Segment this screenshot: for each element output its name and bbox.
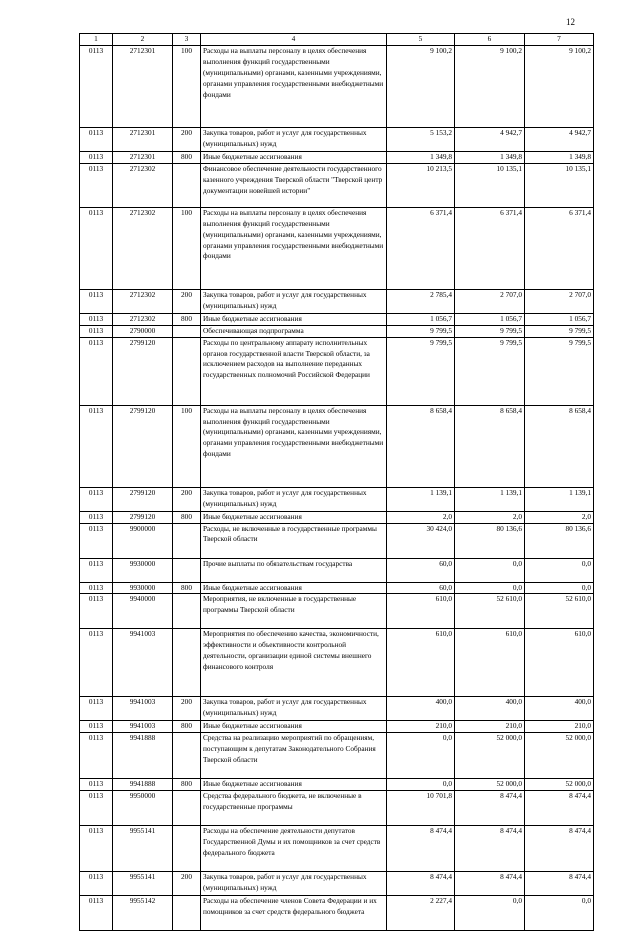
amount-col5-cell: 610,0 <box>387 594 455 629</box>
header-row <box>80 34 594 46</box>
budget-table <box>79 33 594 931</box>
description-cell: Расходы по центральному аппарату исполнительных органов государственной власти Тверской области, за исключением расходов на выполнение переданных государственных полномочий Российской Федерации <box>201 337 387 405</box>
description-cell: Финансовое обеспечение деятельности государственного казенного учреждения Тверской области "Тверской центр документации новейшей истории" <box>201 163 387 207</box>
header-cell: 2 <box>113 34 173 46</box>
amount-col5-cell: 0,0 <box>387 733 455 779</box>
amount-col5-cell: 9 100,2 <box>387 45 455 127</box>
table-row <box>80 151 594 163</box>
description-cell: Иные бюджетные ассигнования <box>201 779 387 791</box>
csr-code-cell: 2712301 <box>113 127 173 151</box>
amount-col6-cell: 0,0 <box>455 582 525 594</box>
table-row <box>80 523 594 558</box>
amount-col7-cell: 4 942,7 <box>525 127 594 151</box>
rzpr-code-cell: 0113 <box>80 487 113 511</box>
table-row <box>80 313 594 325</box>
csr-code-cell: 2712301 <box>113 45 173 127</box>
rzpr-code-cell: 0113 <box>80 405 113 487</box>
rzpr-code-cell: 0113 <box>80 896 113 931</box>
amount-col6-cell: 10 135,1 <box>455 163 525 207</box>
rzpr-code-cell: 0113 <box>80 779 113 791</box>
description-cell: Иные бюджетные ассигнования <box>201 151 387 163</box>
page-number: 12 <box>566 17 575 27</box>
description-cell: Иные бюджетные ассигнования <box>201 721 387 733</box>
description-cell: Иные бюджетные ассигнования <box>201 511 387 523</box>
description-cell: Расходы на обеспечение деятельности депутатов Государственной Думы и их помощников за счет средств федерального бюджета <box>201 826 387 872</box>
amount-col7-cell: 8 658,4 <box>525 405 594 487</box>
vr-code-cell <box>173 733 201 779</box>
csr-code-cell: 9941888 <box>113 779 173 791</box>
amount-col7-cell: 9 799,5 <box>525 325 594 337</box>
amount-col5-cell: 60,0 <box>387 558 455 582</box>
amount-col6-cell: 52 610,0 <box>455 594 525 629</box>
table-row <box>80 207 594 289</box>
amount-col5-cell: 210,0 <box>387 721 455 733</box>
amount-col7-cell: 52 000,0 <box>525 779 594 791</box>
amount-col6-cell: 6 371,4 <box>455 207 525 289</box>
rzpr-code-cell: 0113 <box>80 523 113 558</box>
vr-code-cell <box>173 337 201 405</box>
amount-col7-cell: 80 136,6 <box>525 523 594 558</box>
rzpr-code-cell: 0113 <box>80 289 113 313</box>
rzpr-code-cell: 0113 <box>80 721 113 733</box>
amount-col6-cell: 2,0 <box>455 511 525 523</box>
amount-col5-cell: 8 474,4 <box>387 872 455 896</box>
amount-col7-cell: 0,0 <box>525 582 594 594</box>
csr-code-cell: 9900000 <box>113 523 173 558</box>
vr-code-cell: 800 <box>173 779 201 791</box>
amount-col6-cell: 4 942,7 <box>455 127 525 151</box>
amount-col7-cell: 8 474,4 <box>525 791 594 826</box>
csr-code-cell: 9955141 <box>113 872 173 896</box>
amount-col6-cell: 9 799,5 <box>455 337 525 405</box>
csr-code-cell: 2799120 <box>113 337 173 405</box>
vr-code-cell: 800 <box>173 511 201 523</box>
vr-code-cell <box>173 594 201 629</box>
header-cell: 5 <box>387 34 455 46</box>
description-cell: Средства федерального бюджета, не включенные в государственные программы <box>201 791 387 826</box>
table-row <box>80 594 594 629</box>
header-cell: 4 <box>201 34 387 46</box>
amount-col7-cell: 6 371,4 <box>525 207 594 289</box>
csr-code-cell: 9941003 <box>113 629 173 697</box>
csr-code-cell: 9941888 <box>113 733 173 779</box>
amount-col7-cell: 52 000,0 <box>525 733 594 779</box>
amount-col5-cell: 6 371,4 <box>387 207 455 289</box>
amount-col5-cell: 9 799,5 <box>387 337 455 405</box>
vr-code-cell: 200 <box>173 872 201 896</box>
table-row <box>80 721 594 733</box>
rzpr-code-cell: 0113 <box>80 163 113 207</box>
table-row <box>80 629 594 697</box>
vr-code-cell: 200 <box>173 487 201 511</box>
vr-code-cell <box>173 896 201 931</box>
csr-code-cell: 9930000 <box>113 582 173 594</box>
rzpr-code-cell: 0113 <box>80 337 113 405</box>
amount-col7-cell: 210,0 <box>525 721 594 733</box>
table-row <box>80 487 594 511</box>
description-cell: Иные бюджетные ассигнования <box>201 313 387 325</box>
csr-code-cell: 2799120 <box>113 487 173 511</box>
table-row <box>80 405 594 487</box>
csr-code-cell: 2712302 <box>113 289 173 313</box>
table-row <box>80 779 594 791</box>
table-row <box>80 163 594 207</box>
vr-code-cell: 100 <box>173 405 201 487</box>
description-cell: Закупка товаров, работ и услуг для государственных (муниципальных) нужд <box>201 487 387 511</box>
vr-code-cell: 200 <box>173 127 201 151</box>
amount-col5-cell: 400,0 <box>387 697 455 721</box>
csr-code-cell: 2712301 <box>113 151 173 163</box>
amount-col5-cell: 5 153,2 <box>387 127 455 151</box>
table-row <box>80 511 594 523</box>
vr-code-cell: 100 <box>173 207 201 289</box>
vr-code-cell: 800 <box>173 151 201 163</box>
amount-col5-cell: 2 785,4 <box>387 289 455 313</box>
table-row <box>80 872 594 896</box>
vr-code-cell <box>173 826 201 872</box>
amount-col6-cell: 0,0 <box>455 896 525 931</box>
vr-code-cell <box>173 163 201 207</box>
description-cell: Иные бюджетные ассигнования <box>201 582 387 594</box>
rzpr-code-cell: 0113 <box>80 511 113 523</box>
amount-col5-cell: 8 658,4 <box>387 405 455 487</box>
description-cell: Расходы на выплаты персоналу в целях обеспечения выполнения функций государственными (муниципальными) органами, казенными учреждениями, органами управления государственными внебюджетными фондами <box>201 405 387 487</box>
amount-col5-cell: 60,0 <box>387 582 455 594</box>
amount-col5-cell: 10 213,5 <box>387 163 455 207</box>
amount-col6-cell: 80 136,6 <box>455 523 525 558</box>
amount-col6-cell: 0,0 <box>455 558 525 582</box>
csr-code-cell: 2712302 <box>113 313 173 325</box>
amount-col6-cell: 1 056,7 <box>455 313 525 325</box>
amount-col5-cell: 30 424,0 <box>387 523 455 558</box>
amount-col7-cell: 610,0 <box>525 629 594 697</box>
amount-col6-cell: 1 349,8 <box>455 151 525 163</box>
table-row <box>80 582 594 594</box>
header-cell: 6 <box>455 34 525 46</box>
amount-col7-cell: 1 056,7 <box>525 313 594 325</box>
amount-col6-cell: 52 000,0 <box>455 779 525 791</box>
amount-col6-cell: 8 474,4 <box>455 791 525 826</box>
csr-code-cell: 2712302 <box>113 207 173 289</box>
vr-code-cell <box>173 558 201 582</box>
amount-col6-cell: 8 474,4 <box>455 872 525 896</box>
amount-col7-cell: 0,0 <box>525 896 594 931</box>
csr-code-cell: 9950000 <box>113 791 173 826</box>
amount-col7-cell: 400,0 <box>525 697 594 721</box>
description-cell: Закупка товаров, работ и услуг для государственных (муниципальных) нужд <box>201 697 387 721</box>
amount-col7-cell: 0,0 <box>525 558 594 582</box>
vr-code-cell <box>173 791 201 826</box>
vr-code-cell <box>173 629 201 697</box>
amount-col5-cell: 610,0 <box>387 629 455 697</box>
table-row <box>80 558 594 582</box>
amount-col6-cell: 9 100,2 <box>455 45 525 127</box>
description-cell: Прочие выплаты по обязательствам государства <box>201 558 387 582</box>
amount-col5-cell: 0,0 <box>387 779 455 791</box>
rzpr-code-cell: 0113 <box>80 826 113 872</box>
table-row <box>80 325 594 337</box>
rzpr-code-cell: 0113 <box>80 697 113 721</box>
vr-code-cell: 800 <box>173 582 201 594</box>
description-cell: Расходы, не включенные в государственные программы Тверской области <box>201 523 387 558</box>
amount-col7-cell: 1 139,1 <box>525 487 594 511</box>
amount-col7-cell: 2,0 <box>525 511 594 523</box>
rzpr-code-cell: 0113 <box>80 151 113 163</box>
rzpr-code-cell: 0113 <box>80 629 113 697</box>
rzpr-code-cell: 0113 <box>80 127 113 151</box>
amount-col6-cell: 400,0 <box>455 697 525 721</box>
rzpr-code-cell: 0113 <box>80 791 113 826</box>
description-cell: Расходы на выплаты персоналу в целях обеспечения выполнения функций государственными (муниципальными) органами, казенными учреждениями, органами управления государственными внебюджетными фондами <box>201 207 387 289</box>
table-row <box>80 826 594 872</box>
amount-col5-cell: 1 349,8 <box>387 151 455 163</box>
description-cell: Расходы на обеспечение членов Совета Федерации и их помощников за счет средств федерального бюджета <box>201 896 387 931</box>
table-row <box>80 791 594 826</box>
vr-code-cell: 200 <box>173 697 201 721</box>
table-row <box>80 289 594 313</box>
amount-col7-cell: 52 610,0 <box>525 594 594 629</box>
amount-col7-cell: 9 799,5 <box>525 337 594 405</box>
csr-code-cell: 9955142 <box>113 896 173 931</box>
description-cell: Расходы на выплаты персоналу в целях обеспечения выполнения функций государственными (муниципальными) органами, казенными учреждениями, органами управления государственными внебюджетными фондами <box>201 45 387 127</box>
rzpr-code-cell: 0113 <box>80 325 113 337</box>
amount-col7-cell: 10 135,1 <box>525 163 594 207</box>
amount-col6-cell: 9 799,5 <box>455 325 525 337</box>
csr-code-cell: 9941003 <box>113 721 173 733</box>
header-cell: 7 <box>525 34 594 46</box>
description-cell: Закупка товаров, работ и услуг для государственных (муниципальных) нужд <box>201 872 387 896</box>
table-row <box>80 127 594 151</box>
rzpr-code-cell: 0113 <box>80 558 113 582</box>
amount-col7-cell: 9 100,2 <box>525 45 594 127</box>
description-cell: Закупка товаров, работ и услуг для государственных (муниципальных) нужд <box>201 127 387 151</box>
rzpr-code-cell: 0113 <box>80 207 113 289</box>
amount-col5-cell: 8 474,4 <box>387 826 455 872</box>
amount-col7-cell: 1 349,8 <box>525 151 594 163</box>
table-row <box>80 337 594 405</box>
amount-col6-cell: 610,0 <box>455 629 525 697</box>
vr-code-cell <box>173 523 201 558</box>
amount-col6-cell: 1 139,1 <box>455 487 525 511</box>
amount-col6-cell: 210,0 <box>455 721 525 733</box>
table-row <box>80 697 594 721</box>
description-cell: Средства на реализацию мероприятий по обращениям, поступающим к депутатам Законодательного Собрания Тверской области <box>201 733 387 779</box>
vr-code-cell <box>173 325 201 337</box>
csr-code-cell: 9930000 <box>113 558 173 582</box>
amount-col5-cell: 9 799,5 <box>387 325 455 337</box>
amount-col6-cell: 2 707,0 <box>455 289 525 313</box>
amount-col7-cell: 2 707,0 <box>525 289 594 313</box>
csr-code-cell: 9940000 <box>113 594 173 629</box>
rzpr-code-cell: 0113 <box>80 594 113 629</box>
amount-col5-cell: 1 056,7 <box>387 313 455 325</box>
csr-code-cell: 2799120 <box>113 511 173 523</box>
amount-col7-cell: 8 474,4 <box>525 872 594 896</box>
csr-code-cell: 2790000 <box>113 325 173 337</box>
rzpr-code-cell: 0113 <box>80 733 113 779</box>
vr-code-cell: 800 <box>173 721 201 733</box>
table-row <box>80 45 594 127</box>
header-cell: 1 <box>80 34 113 46</box>
amount-col5-cell: 2,0 <box>387 511 455 523</box>
description-cell: Мероприятия, не включенные в государственные программы Тверской области <box>201 594 387 629</box>
amount-col5-cell: 10 701,8 <box>387 791 455 826</box>
vr-code-cell: 800 <box>173 313 201 325</box>
table-row <box>80 733 594 779</box>
description-cell: Закупка товаров, работ и услуг для государственных (муниципальных) нужд <box>201 289 387 313</box>
csr-code-cell: 9955141 <box>113 826 173 872</box>
amount-col7-cell: 8 474,4 <box>525 826 594 872</box>
vr-code-cell: 100 <box>173 45 201 127</box>
header-cell: 3 <box>173 34 201 46</box>
description-cell: Обеспечивающая подпрограмма <box>201 325 387 337</box>
amount-col5-cell: 2 227,4 <box>387 896 455 931</box>
amount-col6-cell: 8 658,4 <box>455 405 525 487</box>
amount-col5-cell: 1 139,1 <box>387 487 455 511</box>
rzpr-code-cell: 0113 <box>80 313 113 325</box>
amount-col6-cell: 52 000,0 <box>455 733 525 779</box>
rzpr-code-cell: 0113 <box>80 872 113 896</box>
rzpr-code-cell: 0113 <box>80 45 113 127</box>
csr-code-cell: 9941003 <box>113 697 173 721</box>
table-row <box>80 896 594 931</box>
vr-code-cell: 200 <box>173 289 201 313</box>
rzpr-code-cell: 0113 <box>80 582 113 594</box>
description-cell: Мероприятия по обеспечению качества, экономичности, эффективности и объективности контрольной деятельности, организации единой системы внешнего финансового контроля <box>201 629 387 697</box>
csr-code-cell: 2712302 <box>113 163 173 207</box>
csr-code-cell: 2799120 <box>113 405 173 487</box>
amount-col6-cell: 8 474,4 <box>455 826 525 872</box>
